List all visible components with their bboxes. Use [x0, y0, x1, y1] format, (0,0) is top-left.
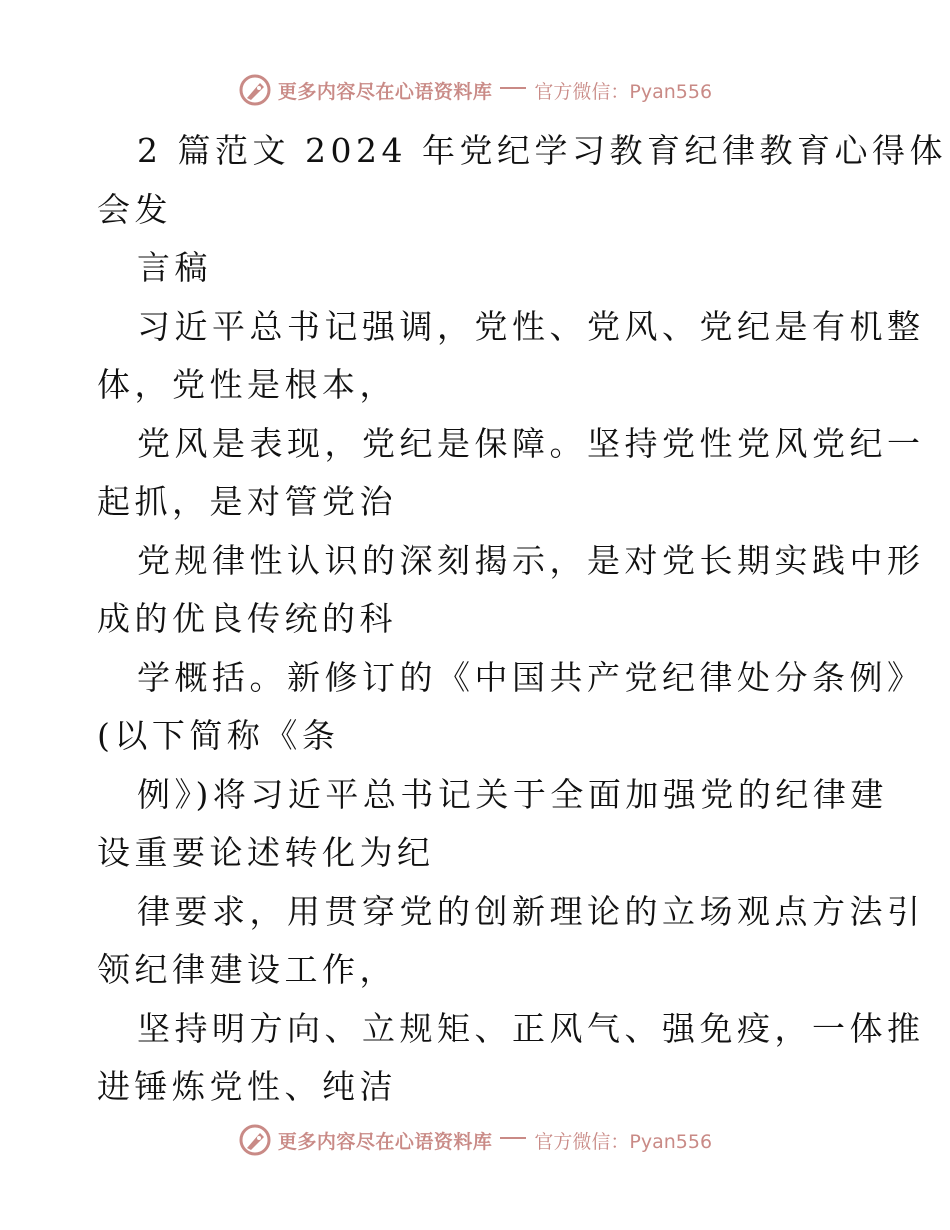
title-line-2: 会发 [97, 189, 172, 229]
text-line: 党规律性认识的深刻揭示，是对党长期实践中形 [137, 540, 925, 580]
watermark-official-text: 官方微信：Pyan556 [534, 80, 713, 103]
text-line: (以下简称《条 [97, 716, 340, 755]
text-line: 坚持明方向、立规矩、正风气、强免疫，一体推 [137, 1008, 925, 1048]
watermark-official-text: 官方微信：Pyan556 [534, 1130, 713, 1153]
title-line-1: 2 篇范文 2024 年党纪学习教育纪律教育心得体 [137, 131, 947, 170]
pen-nib-logo-icon [238, 1123, 272, 1157]
document-body [97, 122, 947, 1117]
text-line: 设重要论述转化为纪 [97, 833, 435, 872]
watermark-dash [500, 1137, 526, 1139]
watermark-dash [500, 87, 526, 89]
pen-nib-logo-icon [238, 73, 272, 107]
text-line: 起抓，是对管党治 [97, 482, 397, 521]
watermark-brand-text: 更多内容尽在心语资料库 [277, 1130, 493, 1153]
text-line: 党风是表现，党纪是保障。坚持党性党风党纪一 [137, 423, 925, 463]
text-line: 习近平总书记强调，党性、党风、党纪是有机整 [137, 306, 925, 346]
text-line: 进锤炼党性、纯洁 [97, 1067, 397, 1106]
text-line: 领纪律建设工作， [97, 950, 397, 989]
text-line: 例》)将习近平总书记关于全面加强党的纪律建 [137, 774, 888, 814]
header-watermark [0, 70, 950, 110]
footer-watermark [0, 1120, 950, 1160]
title-line-3: 言稿 [137, 248, 212, 287]
watermark-brand-text: 更多内容尽在心语资料库 [277, 80, 493, 103]
text-line: 成的优良传统的科 [97, 599, 397, 638]
text-line: 律要求，用贯穿党的创新理论的立场观点方法引 [137, 891, 925, 931]
text-line: 体，党性是根本， [97, 365, 397, 404]
text-line: 学概括。新修订的《中国共产党纪律处分条例》 [137, 657, 925, 697]
